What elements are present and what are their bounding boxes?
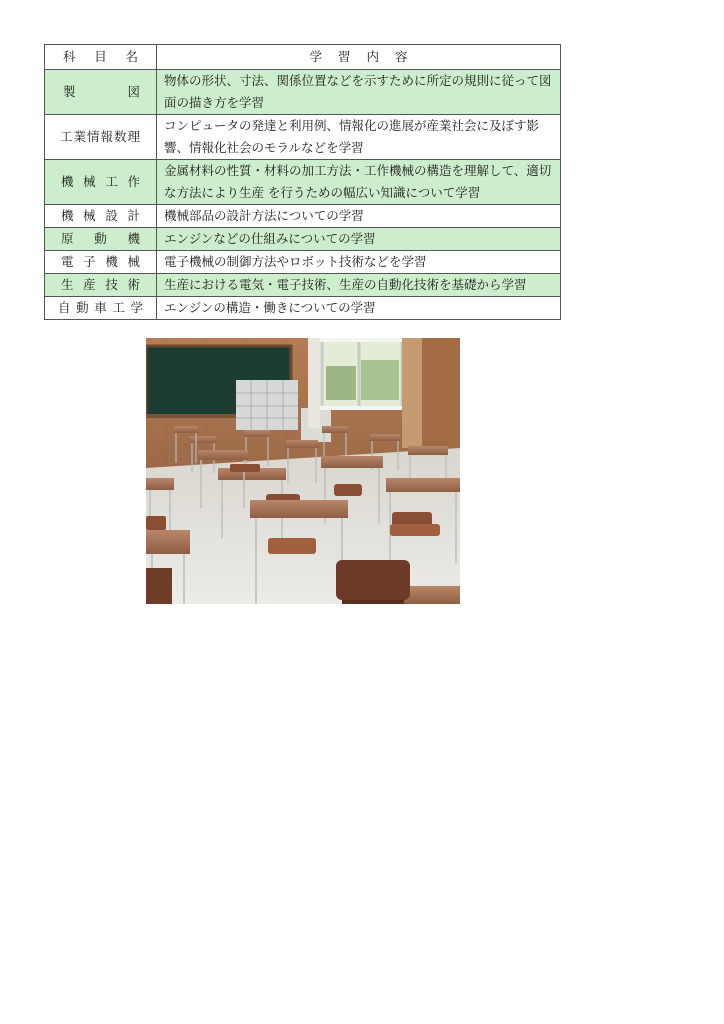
- subject-cell: [45, 205, 157, 228]
- table-row: [45, 228, 561, 251]
- subject-char: 設: [105, 208, 118, 223]
- classroom-illustration: [146, 338, 460, 604]
- content-cell: 物体の形状、寸法、関係位置などを示すために所定の規則に従って図面の描き方を学習: [157, 70, 561, 115]
- subject-cell: [45, 160, 157, 205]
- header-content-char: 習: [337, 49, 351, 64]
- table-row: [45, 205, 561, 228]
- subject-char: 械: [83, 208, 96, 223]
- subject-char: 械: [127, 254, 140, 269]
- subject-char: 工: [112, 300, 125, 315]
- classroom-photo: [146, 338, 460, 604]
- content-cell: エンジンなどの仕組みについての学習: [157, 228, 561, 251]
- header-subject: [45, 45, 157, 70]
- subject-char: 電: [61, 254, 74, 269]
- table-row: [45, 115, 561, 160]
- content-cell: 電子機械の制御方法やロボット技術などを学習: [157, 251, 561, 274]
- subject-char: 生: [61, 277, 74, 292]
- subject-char: 作: [127, 174, 140, 189]
- subject-char: 図: [127, 84, 140, 99]
- subject-cell: [45, 115, 157, 160]
- subject-char: 工業情報数理: [59, 129, 141, 144]
- header-subject-char: 目: [94, 49, 107, 64]
- table-row: [45, 70, 561, 115]
- header-content-char: 内: [366, 49, 379, 64]
- subject-char: 機: [105, 254, 118, 269]
- subject-char: 計: [127, 208, 140, 223]
- subject-char: 機: [61, 174, 74, 189]
- content-cell: 機械部品の設計方法についての学習: [157, 205, 561, 228]
- content-cell: コンピュータの発達と利用例、情報化の進展が産業社会に及ぼす影響、情報化社会のモラルなどを学習: [157, 115, 561, 160]
- subject-char: 製: [63, 84, 76, 99]
- subject-char: 術: [127, 277, 140, 292]
- header-content-char: 容: [394, 49, 408, 64]
- header-subject-char: 科: [63, 49, 76, 64]
- subject-char: 原: [61, 231, 74, 246]
- header-content: [157, 45, 561, 70]
- header-content-char: 学: [309, 49, 322, 64]
- content-cell: 生産における電気・電子技術、生産の自動化技術を基礎から学習: [157, 274, 561, 297]
- subject-char: 産: [83, 277, 96, 292]
- subject-char: 自: [58, 300, 71, 315]
- subject-char: 工: [105, 174, 118, 189]
- table-row: [45, 160, 561, 205]
- table-row: [45, 251, 561, 274]
- subject-char: 車: [94, 300, 107, 315]
- subject-char: 動: [76, 300, 89, 315]
- subject-cell: [45, 251, 157, 274]
- subject-char: 子: [83, 254, 96, 269]
- table-row: [45, 274, 561, 297]
- content-cell: 金属材料の性質・材料の加工方法・工作機械の構造を理解して、適切な方法により生産 を行うための幅広い知識について学習: [157, 160, 561, 205]
- subject-char: 械: [83, 174, 96, 189]
- header-subject-char: 名: [125, 49, 138, 64]
- subject-char: 動: [94, 231, 107, 246]
- subject-char: 機: [127, 231, 140, 246]
- subject-cell: [45, 70, 157, 115]
- subject-char: 機: [61, 208, 74, 223]
- content-cell: エンジンの構造・働きについての学習: [157, 297, 561, 320]
- table-header-row: [45, 45, 561, 70]
- subject-cell: [45, 297, 157, 320]
- subject-cell: [45, 228, 157, 251]
- table-row: [45, 297, 561, 320]
- subject-char: 技: [105, 277, 118, 292]
- subject-cell: [45, 274, 157, 297]
- subject-char: 学: [130, 300, 143, 315]
- curriculum-table: [44, 44, 561, 320]
